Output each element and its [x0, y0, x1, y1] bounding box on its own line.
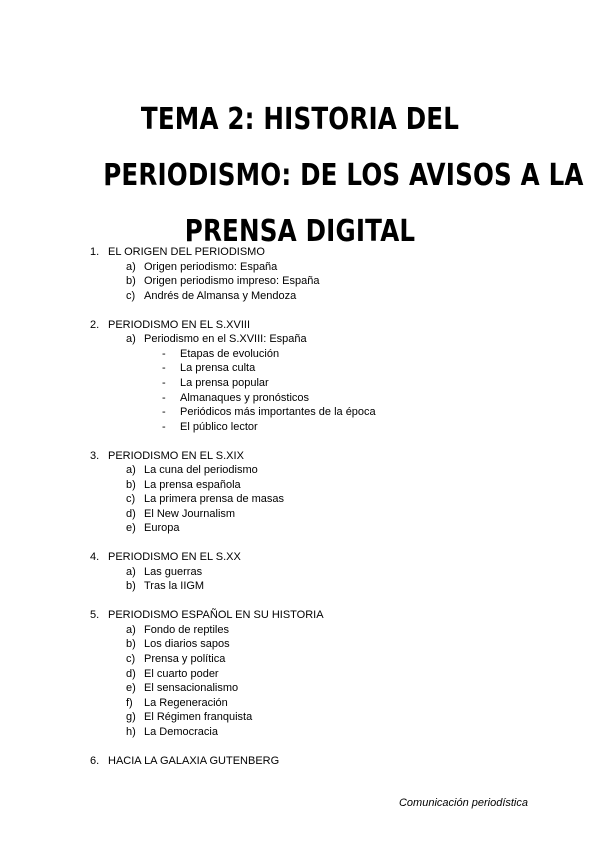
sub-list-item-label: Periódicos más importantes de la época — [180, 406, 376, 419]
list-item-marker: e) — [126, 682, 136, 695]
title-line: TEMA 2: HISTORIA DEL — [140, 102, 460, 138]
list-item-label: La primera prensa de masas — [144, 493, 285, 506]
section-heading — [0, 318, 600, 333]
list-item-marker: f) — [126, 696, 133, 709]
section-title: HACIA LA GALAXIA GUTENBERG — [108, 754, 280, 767]
sub-list-item-label: Almanaques y pronósticos — [180, 391, 310, 404]
section-heading — [0, 550, 600, 565]
section-number: 3. — [90, 449, 100, 462]
list-item-marker: c) — [126, 653, 136, 665]
section-title: EL ORIGEN DEL PERIODISMO — [108, 246, 265, 258]
table-of-contents — [0, 245, 600, 783]
list-item-label: El Régimen franquista — [144, 711, 253, 724]
list-item-label: El New Journalism — [144, 507, 236, 520]
list-item-label: Origen periodismo: España — [144, 260, 278, 273]
section-heading — [0, 449, 600, 464]
toc-section — [0, 449, 600, 537]
list-item — [0, 623, 600, 638]
sub-list-item-label: La prensa popular — [180, 376, 269, 389]
sub-list-item-label: Etapas de evolución — [180, 347, 280, 360]
list-item — [0, 696, 600, 711]
list-item — [0, 565, 600, 580]
toc-section — [0, 318, 600, 435]
title-line: PRENSA DIGITAL — [184, 214, 416, 250]
section-heading — [0, 754, 600, 769]
document-title — [103, 92, 584, 260]
list-item-label: Los diarios sapos — [144, 638, 230, 651]
list-item — [0, 332, 600, 347]
list-item-label: La Regeneración — [144, 696, 228, 709]
section-title: PERIODISMO EN EL S.XX — [108, 551, 241, 564]
list-item — [0, 492, 600, 507]
section-number: 6. — [90, 754, 100, 767]
dash-bullet-icon: - — [162, 391, 166, 404]
list-item-marker: a) — [126, 623, 136, 636]
list-item — [0, 274, 600, 289]
footer-subject: Comunicación periodística — [398, 797, 528, 809]
dash-bullet-icon: - — [162, 376, 166, 389]
toc-section — [0, 245, 600, 303]
dash-bullet-icon: - — [162, 406, 166, 419]
list-item-label: Tras la IIGM — [144, 580, 205, 593]
list-item-marker: a) — [126, 464, 136, 477]
section-title: PERIODISMO ESPAÑOL EN SU HISTORIA — [108, 609, 324, 622]
sub-list-item-label: El público lector — [180, 420, 258, 433]
list-item — [0, 478, 600, 493]
list-item-marker: b) — [126, 638, 136, 651]
toc-section — [0, 550, 600, 594]
section-number: 5. — [90, 609, 100, 622]
dash-bullet-icon: - — [162, 362, 166, 375]
list-item — [0, 507, 600, 522]
list-item — [0, 463, 600, 478]
sub-list-item — [0, 391, 600, 406]
list-item-label: El cuarto poder — [144, 667, 219, 680]
section-number: 1. — [90, 246, 100, 258]
dash-bullet-icon: - — [162, 420, 166, 433]
list-item-marker: b) — [126, 580, 136, 593]
list-item-marker: g) — [126, 711, 136, 724]
list-item-marker: a) — [126, 333, 136, 346]
list-item-label: La cuna del periodismo — [144, 464, 258, 477]
list-item-marker: d) — [126, 507, 136, 520]
list-item-marker: c) — [126, 289, 136, 302]
sub-list-item — [0, 361, 600, 376]
list-item — [0, 652, 600, 667]
title-line: PERIODISMO: DE LOS AVISOS A LA — [103, 158, 584, 194]
section-number: 2. — [90, 318, 100, 331]
list-item — [0, 579, 600, 594]
section-title: PERIODISMO EN EL S.XIX — [108, 449, 244, 462]
list-item — [0, 260, 600, 275]
list-item-label: La Democracia — [144, 725, 218, 738]
list-item-marker: e) — [126, 522, 136, 535]
sub-list-item — [0, 376, 600, 391]
list-item — [0, 637, 600, 652]
list-item — [0, 521, 600, 536]
list-item-label: Andrés de Almansa y Mendoza — [144, 289, 297, 302]
toc-section — [0, 608, 600, 739]
list-item-label: Origen periodismo impreso: España — [144, 275, 320, 288]
list-item-label: La prensa española — [144, 478, 241, 491]
list-item-marker: b) — [126, 478, 136, 491]
toc-section — [0, 754, 600, 769]
section-heading — [0, 245, 600, 260]
list-item — [0, 681, 600, 696]
list-item-label: Europa — [144, 522, 180, 535]
section-number: 4. — [90, 551, 100, 564]
list-item-label: Las guerras — [144, 565, 203, 578]
list-item-label: Periodismo en el S.XVIII: España — [144, 333, 307, 346]
sub-list-item — [0, 347, 600, 362]
list-item — [0, 710, 600, 725]
list-item-label: Fondo de reptiles — [144, 623, 229, 636]
list-item — [0, 667, 600, 682]
list-item-marker: b) — [126, 275, 136, 288]
section-heading — [0, 608, 600, 623]
list-item-label: El sensacionalismo — [144, 682, 239, 695]
list-item-marker: a) — [126, 260, 136, 273]
sub-list-item — [0, 420, 600, 435]
dash-bullet-icon: - — [162, 347, 166, 360]
section-title: PERIODISMO EN EL S.XVIII — [108, 318, 251, 331]
list-item — [0, 289, 600, 304]
list-item — [0, 725, 600, 740]
list-item-marker: h) — [126, 725, 136, 738]
sub-list-item — [0, 405, 600, 420]
sub-list-item-label: La prensa culta — [180, 362, 256, 375]
list-item-marker: d) — [126, 667, 136, 680]
list-item-marker: c) — [126, 493, 136, 506]
list-item-label: Prensa y política — [144, 653, 226, 665]
list-item-marker: a) — [126, 565, 136, 578]
